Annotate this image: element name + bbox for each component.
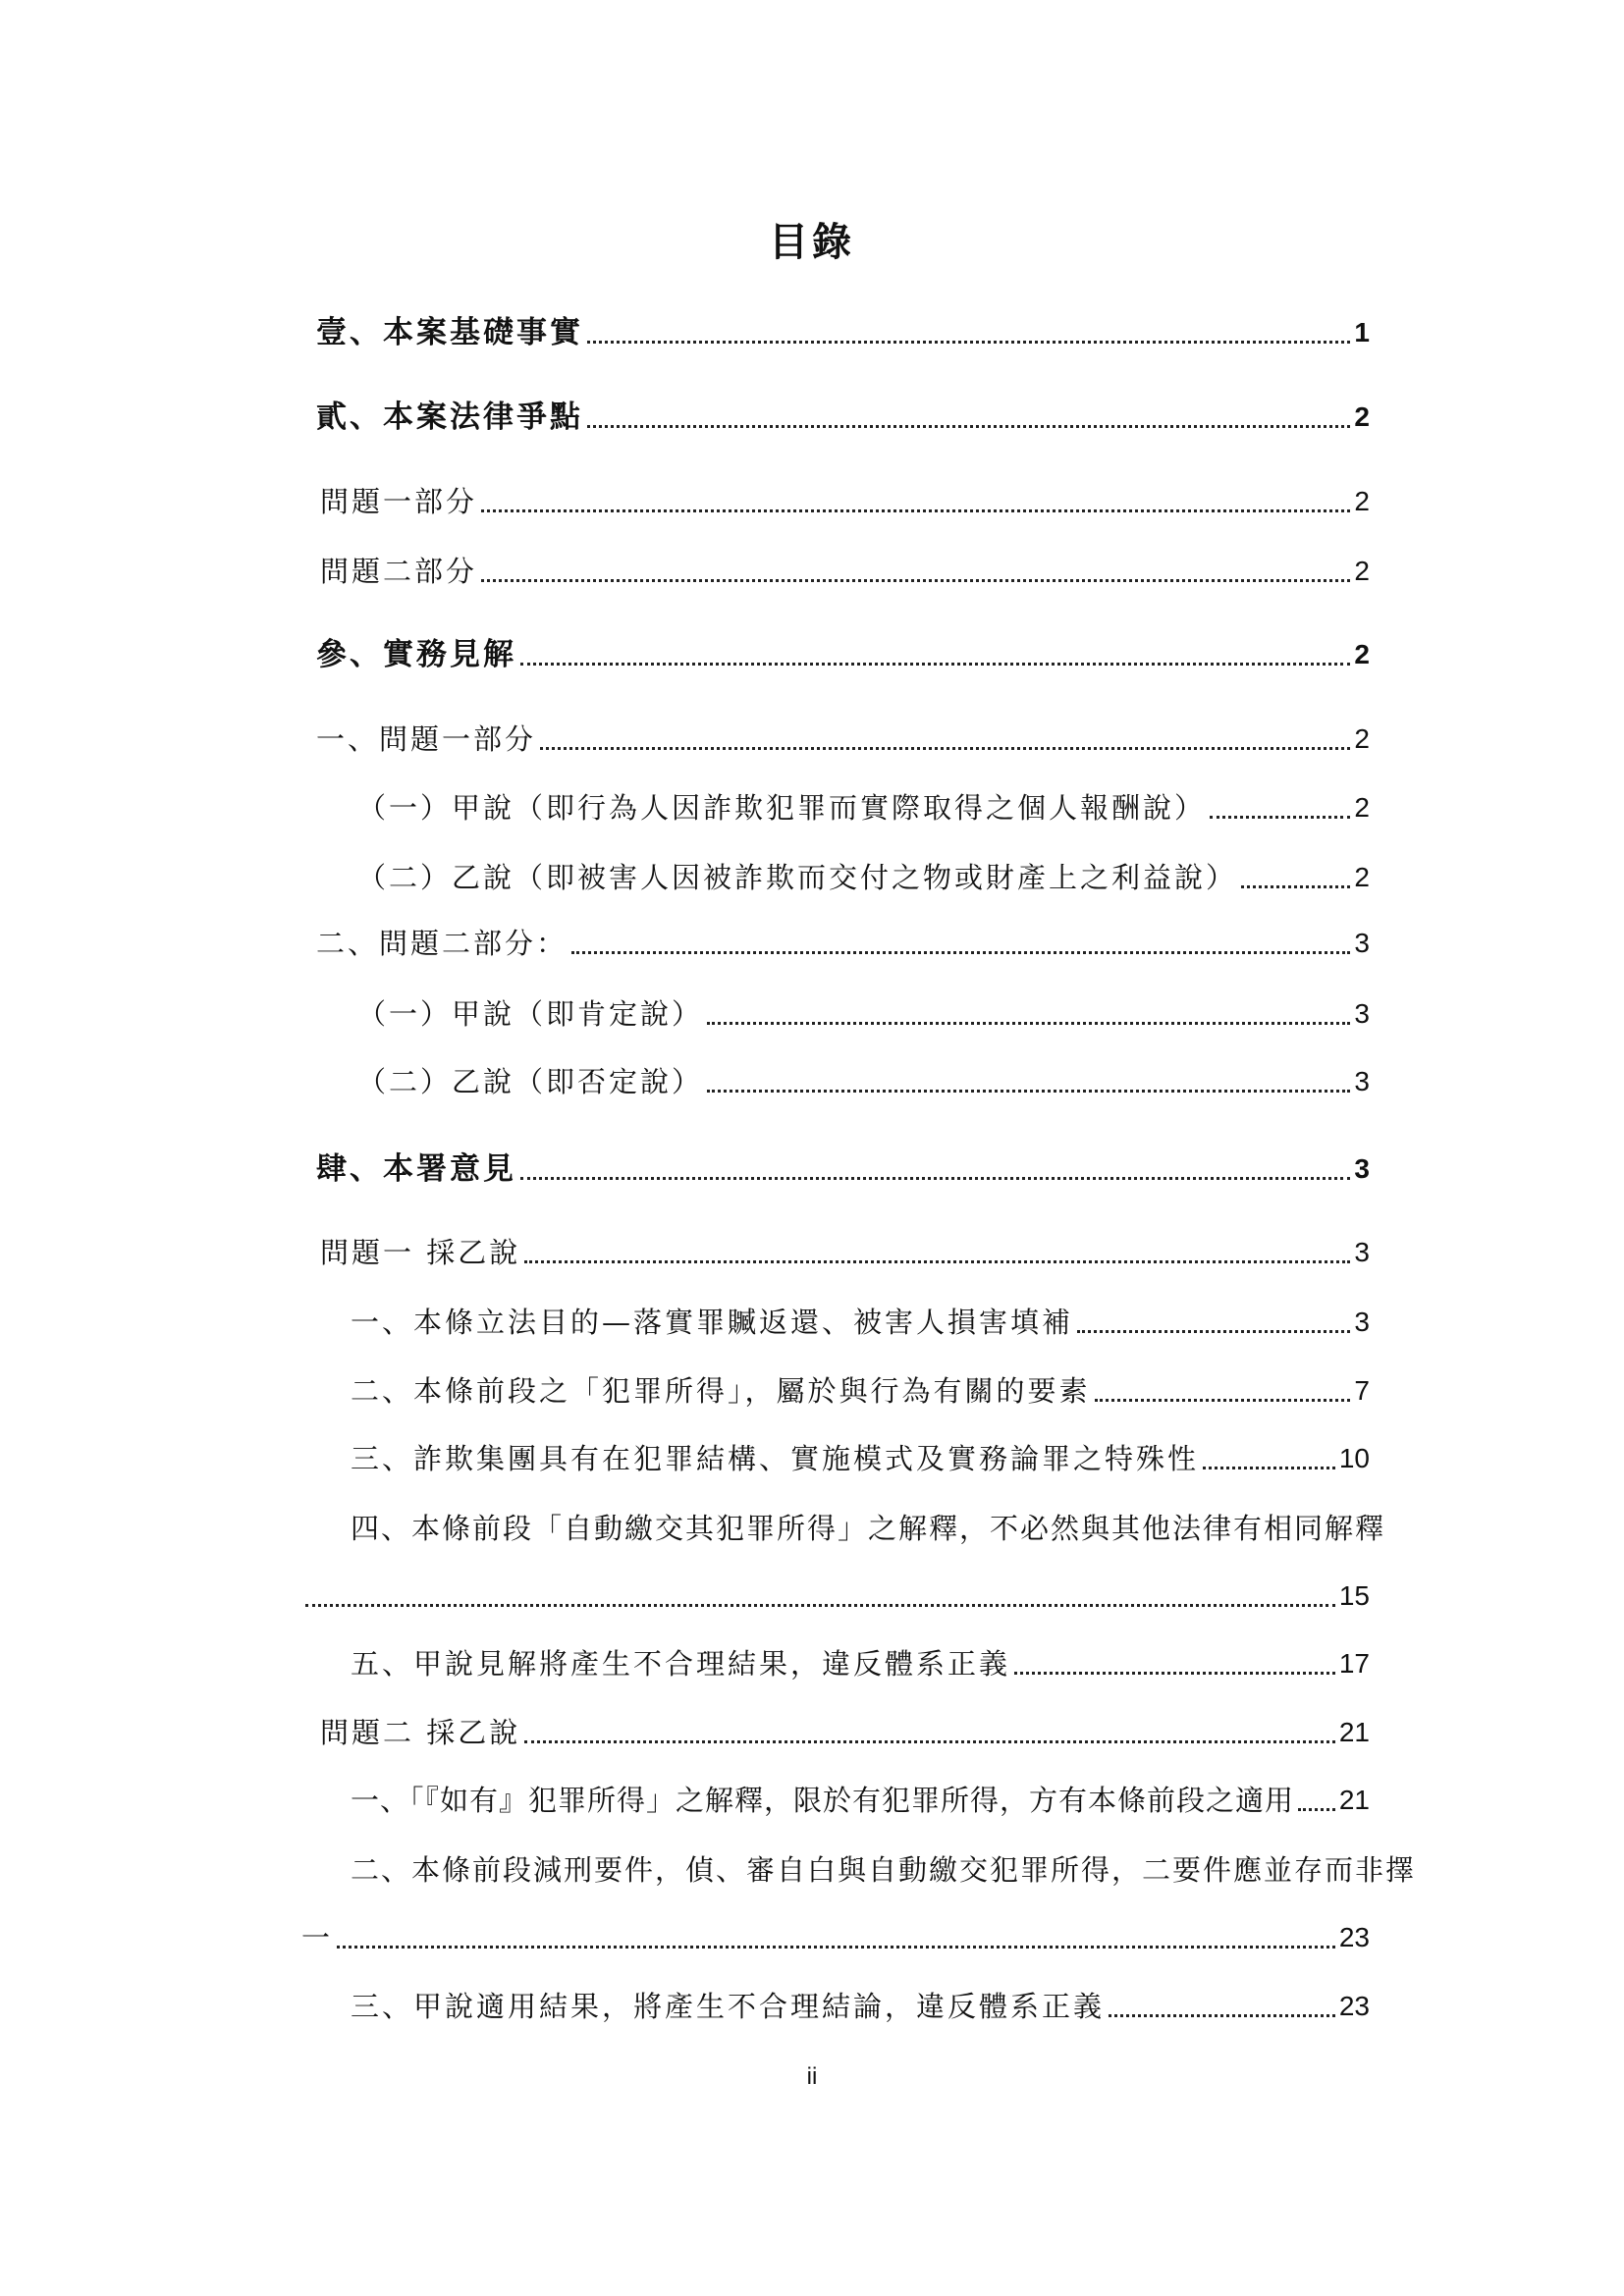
toc-entry-page: 3 — [1354, 1237, 1370, 1267]
toc-entry-label-continued: 一 — [301, 1921, 334, 1954]
toc-entry-page: 1 — [1354, 317, 1370, 347]
toc-entry-page: 3 — [1354, 998, 1370, 1029]
dot-leader — [571, 951, 1350, 954]
dot-leader — [520, 1177, 1350, 1180]
dot-leader — [481, 579, 1350, 582]
dot-leader — [524, 1260, 1350, 1263]
dot-leader — [587, 341, 1350, 344]
toc-entry-page: 3 — [1354, 928, 1370, 958]
toc-entry-page: 7 — [1354, 1375, 1370, 1406]
dot-leader — [1077, 1330, 1350, 1333]
toc-entry-page: 21 — [1338, 1785, 1370, 1815]
toc-entry[interactable] — [316, 313, 1370, 352]
dot-leader — [1210, 816, 1350, 819]
dot-leader — [1203, 1467, 1335, 1469]
dot-leader — [1014, 1672, 1335, 1675]
toc-entry[interactable] — [357, 788, 1370, 828]
toc-entry-label: 問題一部分 — [320, 485, 478, 518]
toc-entry-page: 3 — [1354, 1153, 1370, 1184]
toc-entry[interactable] — [351, 1987, 1370, 2026]
toc-entry-label: 二、問題二部分： — [316, 927, 568, 960]
toc-entry-page: 3 — [1354, 1066, 1370, 1096]
toc-entry-page: 3 — [1354, 1307, 1370, 1337]
dot-leader — [1241, 885, 1350, 888]
dot-leader — [305, 1604, 1335, 1607]
toc-entry-continuation[interactable] — [301, 1918, 1370, 1957]
toc-entry-page: 2 — [1354, 792, 1370, 823]
toc-entry-label: （二）乙說（即否定說） — [357, 1065, 704, 1098]
dot-leader — [481, 509, 1350, 512]
toc-entry-page: 2 — [1354, 723, 1370, 754]
toc-entry-label: 問題一 採乙說 — [320, 1236, 521, 1269]
toc-entry-page: 2 — [1354, 639, 1370, 669]
toc-entry-page: 23 — [1338, 1922, 1370, 1952]
toc-entry-label: 一、本條立法目的—落實罪贓返還、被害人損害填補 — [351, 1306, 1074, 1339]
toc-entry[interactable] — [320, 1713, 1370, 1752]
dot-leader — [1298, 1808, 1335, 1811]
toc-entry[interactable] — [320, 1233, 1370, 1272]
toc-entry-label: 五、甲說見解將產生不合理結果，違反體系正義 — [351, 1647, 1011, 1681]
toc-entry[interactable] — [351, 1303, 1370, 1342]
toc-entry-label: 二、本條前段之「犯罪所得」，屬於與行為有關的要素 — [351, 1374, 1091, 1408]
toc-entry-page: 10 — [1338, 1443, 1370, 1473]
toc-entry-label: （一）甲說（即肯定說） — [357, 997, 704, 1031]
toc-entry[interactable] — [316, 1149, 1370, 1189]
dot-leader — [520, 663, 1350, 666]
toc-entry[interactable] — [357, 1062, 1370, 1101]
toc-entry[interactable] — [320, 552, 1370, 591]
toc-entry-label: （一）甲說（即行為人因詐欺犯罪而實際取得之個人報酬說） — [357, 791, 1207, 825]
toc-entry-label: 一、問題一部分 — [316, 722, 537, 756]
toc-entry-label: 問題二部分 — [320, 555, 478, 588]
toc-entry-page: 2 — [1354, 862, 1370, 892]
toc-entry[interactable] — [351, 1781, 1370, 1820]
toc-entry[interactable] — [316, 720, 1370, 759]
toc-entry[interactable] — [351, 1644, 1370, 1683]
dot-leader — [707, 1022, 1350, 1025]
toc-entry[interactable] — [357, 858, 1370, 897]
toc-entry[interactable] — [351, 1371, 1370, 1411]
toc-entry-label: 貳、本案法律爭點 — [316, 400, 583, 435]
dot-leader — [540, 747, 1350, 750]
toc-entry-page: 23 — [1338, 1991, 1370, 2021]
dot-leader — [524, 1740, 1335, 1743]
toc-entry-label: 一、「『如有』犯罪所得」之解釋，限於有犯罪所得，方有本條前段之適用 — [351, 1784, 1295, 1817]
toc-entry[interactable] — [357, 994, 1370, 1034]
toc-entry-label[interactable]: 四、本條前段「自動繳交其犯罪所得」之解釋，不必然與其他法律有相同解釋 — [351, 1512, 1386, 1545]
toc-entry-page: 2 — [1354, 556, 1370, 586]
toc-entry-label: 問題二 採乙說 — [320, 1716, 521, 1749]
toc-entry-label: 肆、本署意見 — [316, 1151, 516, 1187]
dot-leader — [1109, 2014, 1335, 2017]
toc-entry-label[interactable]: 二、本條前段減刑要件，偵、審自白與自動繳交犯罪所得，二要件應並存而非擇 — [351, 1853, 1417, 1887]
toc-title: 目錄 — [769, 219, 855, 265]
toc-entry-label: 參、實務見解 — [316, 637, 516, 672]
toc-entry-label: 三、甲說適用結果，將產生不合理結論，違反體系正義 — [351, 1990, 1106, 2023]
toc-entry-page: 17 — [1338, 1648, 1370, 1679]
dot-leader — [1095, 1399, 1351, 1402]
toc-entry-label: （二）乙說（即被害人因被詐欺而交付之物或財產上之利益說） — [357, 861, 1238, 894]
toc-entry-page: 21 — [1338, 1717, 1370, 1747]
toc-entry[interactable] — [351, 1439, 1370, 1478]
toc-entry-page: 15 — [1338, 1580, 1370, 1611]
toc-entry-page: 2 — [1354, 401, 1370, 432]
toc-entry-continuation[interactable] — [301, 1576, 1370, 1616]
toc-entry-label: 壹、本案基礎事實 — [316, 315, 583, 350]
toc-entry[interactable] — [316, 635, 1370, 674]
toc-entry-page: 2 — [1354, 486, 1370, 516]
dot-leader — [707, 1090, 1350, 1093]
page-number: ii — [806, 2063, 818, 2090]
dot-leader — [587, 425, 1350, 428]
toc-entry[interactable] — [316, 924, 1370, 963]
dot-leader — [337, 1946, 1335, 1949]
toc-entry[interactable] — [316, 398, 1370, 437]
toc-entry-label: 三、詐欺集團具有在犯罪結構、實施模式及實務論罪之特殊性 — [351, 1442, 1200, 1475]
toc-entry[interactable] — [320, 482, 1370, 521]
